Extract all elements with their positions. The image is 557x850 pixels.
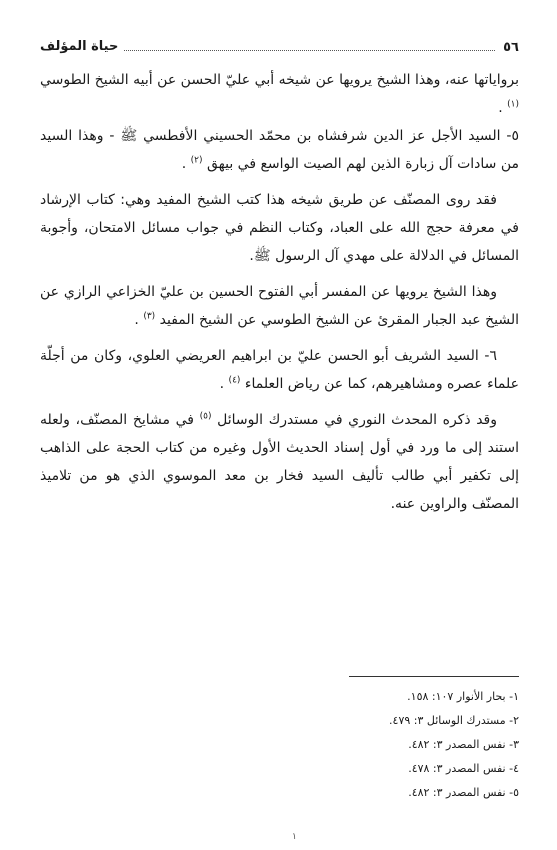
paragraph-1 [40, 66, 519, 122]
paragraph-3 [40, 186, 519, 270]
paragraph-5-text: ٦- السيد الشريف أبو الحسن عليّ بن ابراهيم العريضي العلوي، وكان من أجلّة علماء عصره ومشاهيرهم، كما عن رياض العلماء [40, 348, 519, 392]
main-text [40, 66, 519, 518]
paragraph-6-text-a: وقد ذكره المحدث النوري في مستدرك الوسائل [217, 412, 498, 428]
footnote-ref-5: (٥) [199, 411, 212, 422]
paragraph-1-end: . [498, 100, 503, 116]
paragraph-5 [40, 342, 519, 398]
paragraph-2 [40, 122, 519, 178]
bottom-mark: ١ [292, 832, 297, 842]
footnotes-list [200, 685, 519, 805]
footnote-2: ٢- مستدرك الوسائل ٣: ٤٧٩. [389, 714, 519, 727]
paragraph-5-end: . [219, 376, 225, 392]
paragraph-6-text-b: في مشايخ المصنّف، ولعله استند إلى ما ورد في أول إسناد الحديث الأول وغيره من كتاب الحجة على الذاهب إلى تكفير أبي طالب تأليف السيد فخار بن معد الموسوي الذي هو من تلاميذ المصنّف والراوين عنه. [40, 412, 519, 512]
footnote-5: ٥- نفس المصدر ٣: ٤٨٢. [408, 786, 519, 799]
footnote-ref-3: (٣) [143, 311, 156, 322]
paragraph-4-text: وهذا الشيخ يرويها عن المفسر أبي الفتوح الحسين بن عليّ الخزاعي الرازي عن الشيخ عبد الجبار المقرئ عن الشيخ الطوسي عن الشيخ المفيد [40, 284, 519, 328]
footnote-ref-2: (٢) [190, 155, 203, 166]
paragraph-2-text: ٥- السيد الأجل عز الدين شرفشاه بن محمّد الحسيني الأفطسي ﷺ - وهذا السيد من سادات آل زبارة الذين لهم الصيت الواسع في بيهق [40, 128, 519, 172]
paragraph-6 [40, 406, 519, 518]
footnote-4: ٤- نفس المصدر ٣: ٤٧٨. [408, 762, 519, 775]
footnote-1: ١- بحار الأنوار ١٠٧: ١٥٨. [407, 690, 519, 703]
footnote-ref-4: (٤) [228, 375, 241, 386]
paragraph-4-end: . [134, 312, 139, 328]
page-header [40, 38, 519, 60]
running-title: حياة المؤلف [40, 39, 119, 54]
paragraph-1-text: برواياتها عنه، وهذا الشيخ يرويها عن شيخه أبي عليّ الحسن عن أبيه الشيخ الطوسي [40, 72, 519, 88]
footnote-3: ٣- نفس المصدر ٣: ٤٨٢. [408, 738, 519, 751]
paragraph-3-text: فقد روى المصنّف عن طريق شيخه هذا كتب الشيخ المفيد وهي: كتاب الإرشاد في معرفة حجج الله على العباد، وكتاب النظم في جواب مسائل الامتحان، وأجوبة المسائل في الدلالة على مهدي آل الرسول ﷺ. [40, 192, 519, 264]
page-number: ٥٦ [503, 40, 519, 55]
paragraph-2-end: . [181, 156, 187, 172]
footnote-separator [349, 676, 519, 677]
footnote-ref-1: (١) [507, 99, 519, 110]
header-dot-leader [124, 50, 495, 51]
paragraph-4 [40, 278, 519, 334]
